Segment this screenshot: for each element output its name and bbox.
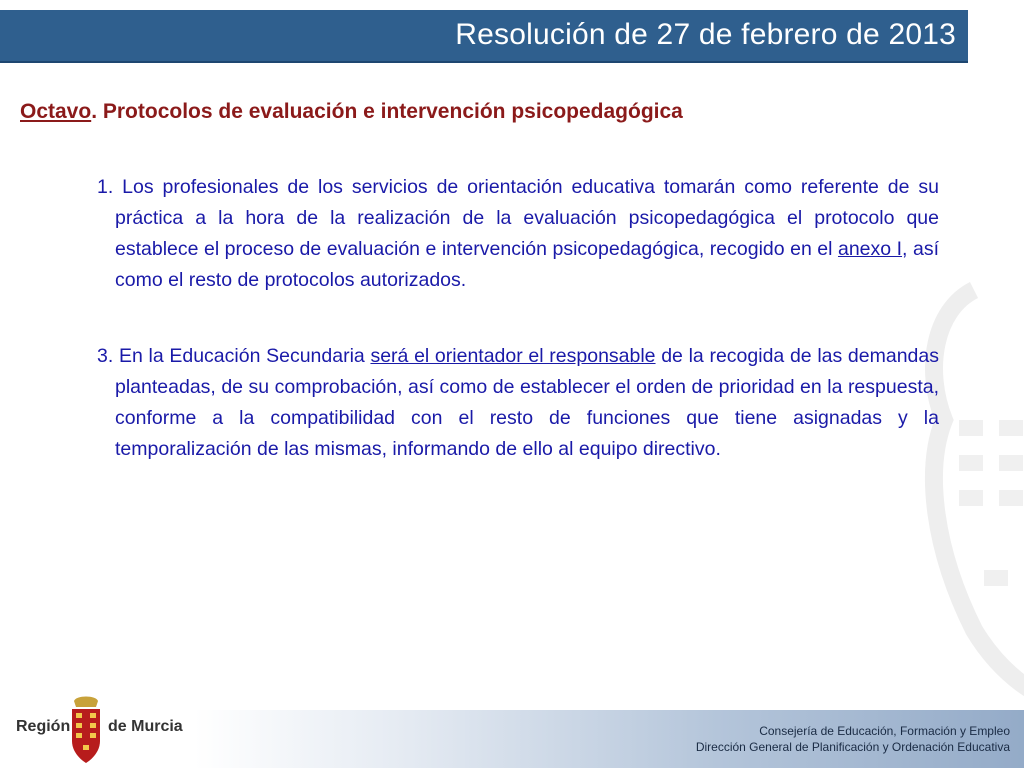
region-crest-icon <box>66 695 106 767</box>
paragraph-text: Los profesionales de los servicios de orientación educativa tomarán como referente de su práctica a la hora de la realización de la evaluación psicopedagógica el protocolo que establece el proceso de evaluación e intervención psicopedagógica, recogido en el <box>115 176 939 260</box>
paragraph-3 <box>97 341 939 465</box>
paragraph-number: 3. <box>97 345 114 367</box>
section-title: . Protocolos de evaluación e intervención psicopedagógica <box>91 100 683 123</box>
paragraph-text: , así como el resto de protocolos autorizados. <box>115 238 939 291</box>
paragraph-number: 1. <box>97 176 114 198</box>
responsable-link[interactable]: será el orientador el responsable <box>370 345 656 367</box>
crest-watermark-icon <box>914 250 1024 710</box>
paragraph-1 <box>97 172 939 296</box>
title-bar <box>0 10 968 63</box>
annex-link[interactable]: anexo I <box>837 238 903 260</box>
logo-text-right: de Murcia <box>108 718 183 735</box>
paragraph-text: de la recogida de las demandas planteadas, de su comprobación, así como de establecer el orden de prioridad en la respuesta, conforme a la compatibilidad con el resto de funciones que tiene asignadas y la temporalización de las mismas, informando de ello al equipo directivo. <box>115 345 939 460</box>
logo-text-left: Región <box>16 718 71 735</box>
paragraph-text: En la Educación Secundaria <box>118 345 371 367</box>
section-heading <box>20 100 683 124</box>
footer-directorate: Dirección General de Planificación y Ordenación Educativa <box>695 740 1010 754</box>
slide-title: Resolución de 27 de febrero de 2013 <box>455 18 956 51</box>
section-label: Octavo <box>20 100 92 123</box>
footer-department: Consejería de Educación, Formación y Empleo <box>759 724 1010 738</box>
